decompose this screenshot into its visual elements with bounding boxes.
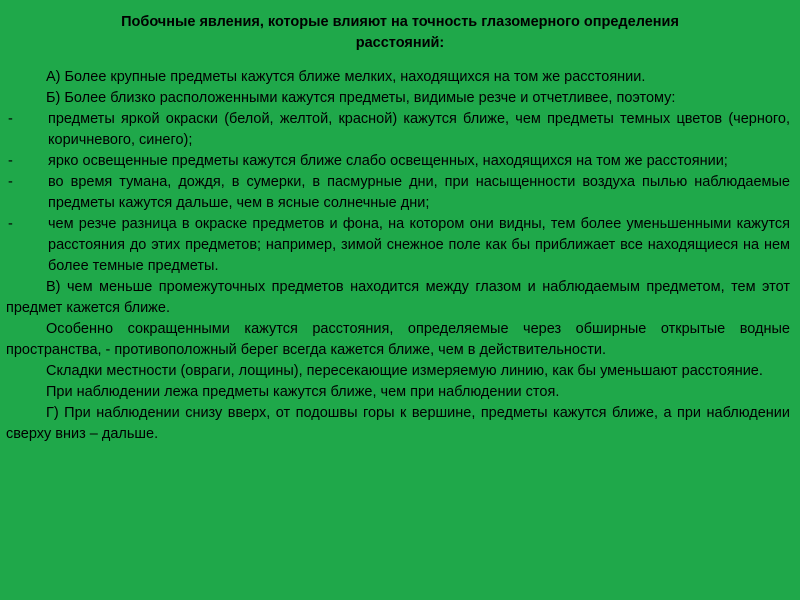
- bullet-list: [6, 109, 790, 277]
- paragraph-b: Б) Более близко расположенными кажутся предметы, видимые резче и отчетливее, поэтому:: [46, 90, 676, 106]
- slide-title: Побочные явления, которые влияют на точность глазомерного определения расстояний:: [121, 14, 679, 51]
- paragraph-g: Г) При наблюдении снизу вверх, от подошвы горы к вершине, предметы кажутся ближе, а при наблюдении сверху вниз – дальше.: [6, 405, 790, 442]
- list-item-text: предметы яркой окраски (белой, желтой, красной) кажутся ближе, чем предметы темных цветов (черного, коричневого, синего);: [48, 111, 790, 148]
- bullet-marker: -: [8, 174, 13, 190]
- paragraph-a: А) Более крупные предметы кажутся ближе мелких, находящихся на том же расстоянии.: [46, 69, 646, 85]
- paragraph-prone: При наблюдении лежа предметы кажутся ближе, чем при наблюдении стоя.: [46, 384, 560, 400]
- bullet-marker: -: [8, 111, 13, 127]
- list-item-text: во время тумана, дождя, в сумерки, в пасмурные дни, при насыщенности воздуха пылью наблюдаемые предметы кажутся дальше, чем в ясные солнечные дни;: [48, 174, 790, 211]
- list-item: [6, 109, 790, 151]
- paragraph-water: Особенно сокращенными кажутся расстояния, определяемые через обширные открытые водные пространства, - противоположный берег всегда кажется ближе, чем в действительности.: [6, 321, 790, 358]
- slide-body: [6, 67, 790, 445]
- list-item: [6, 214, 790, 277]
- bullet-marker: -: [8, 153, 13, 169]
- bullet-marker: -: [8, 216, 13, 232]
- list-item: [6, 172, 790, 214]
- list-item-text: ярко освещенные предметы кажутся ближе слабо освещенных, находящихся на том же расстоянии;: [48, 153, 728, 169]
- list-item-text: чем резче разница в окраске предметов и фона, на котором они видны, тем более уменьшенными кажутся расстояния до этих предметов; например, зимой снежное поле как бы приближает все находящиеся на нем более темные предметы.: [48, 216, 790, 274]
- paragraph-v: В) чем меньше промежуточных предметов находится между глазом и наблюдаемым предметом, тем этот предмет кажется ближе.: [6, 279, 790, 316]
- list-item: [6, 151, 790, 172]
- paragraph-folds: Складки местности (овраги, лощины), пересекающие измеряемую линию, как бы уменьшают расстояние.: [46, 363, 763, 379]
